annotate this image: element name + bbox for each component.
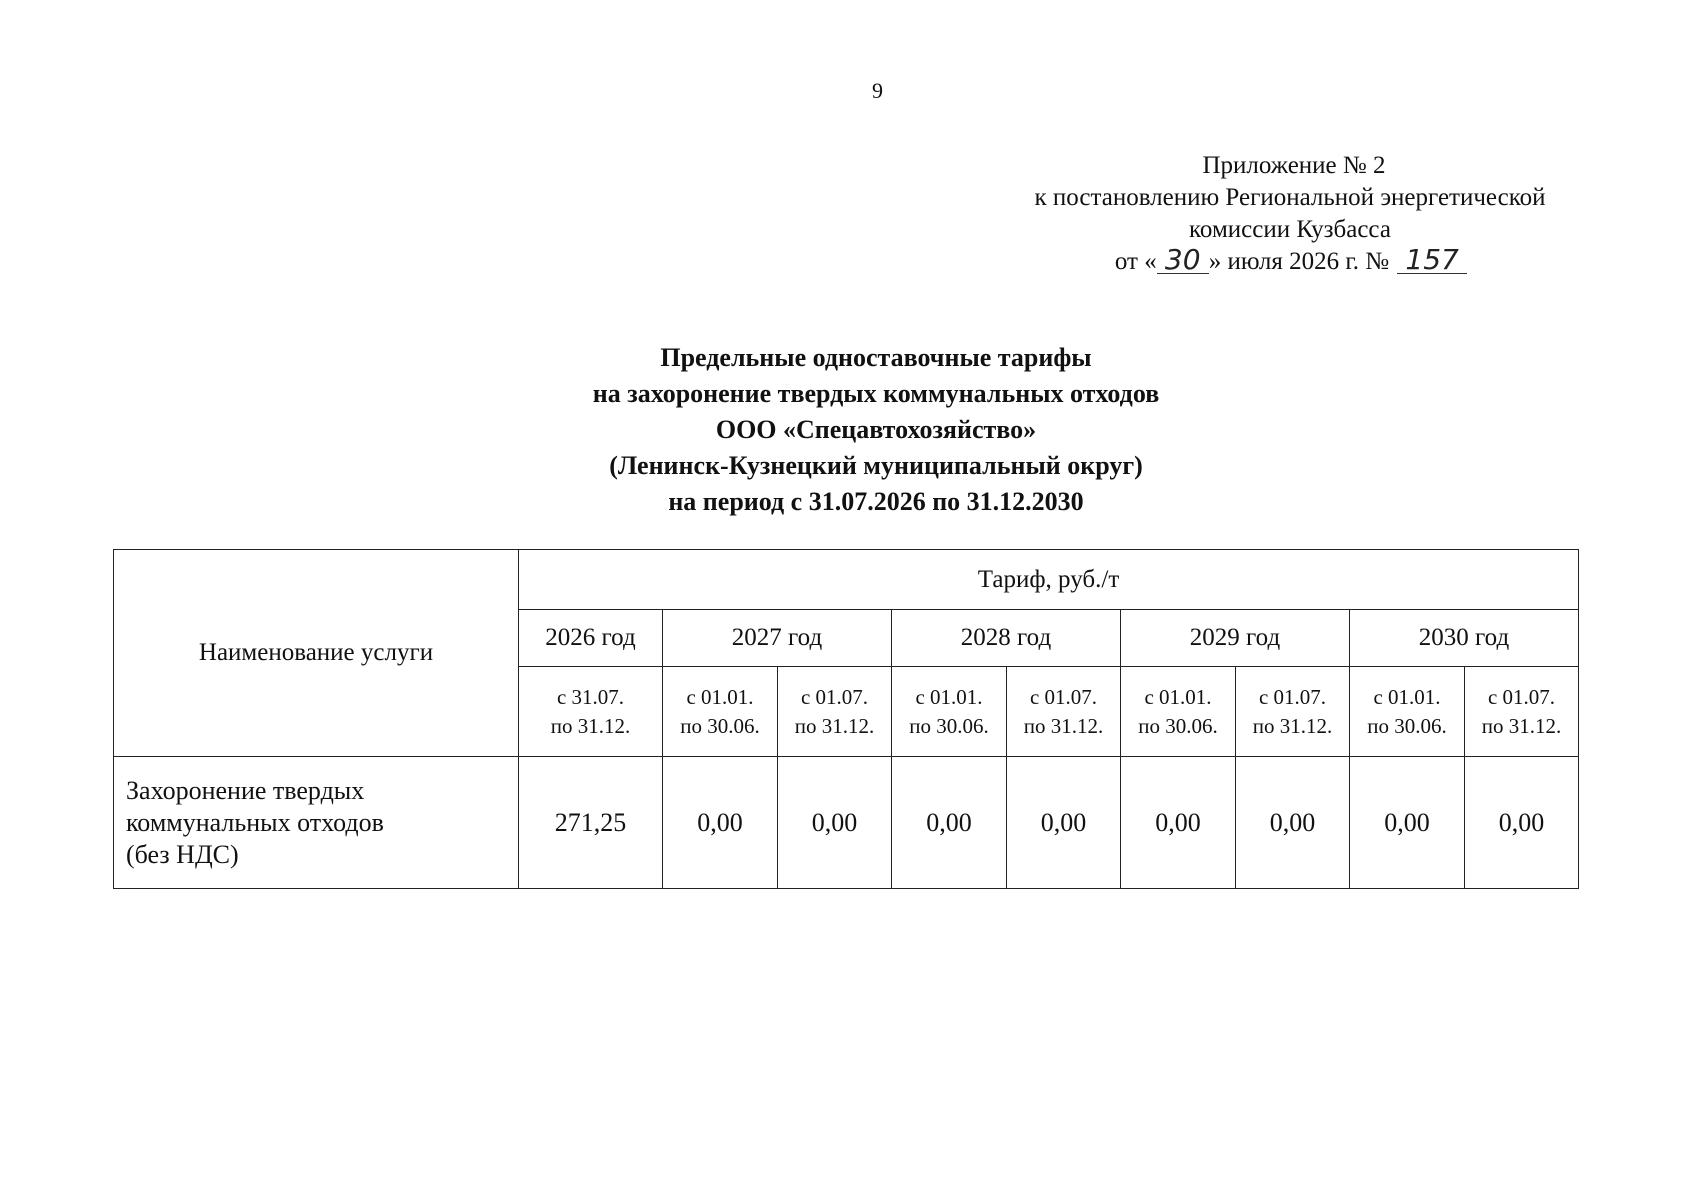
period-cell: с 01.01. по 30.06. (892, 667, 1007, 757)
year-2027: 2027 год (663, 610, 892, 667)
period-cell: с 01.01. по 30.06. (1350, 667, 1465, 757)
year-2030: 2030 год (1350, 610, 1579, 667)
tariff-value: 0,00 (1007, 757, 1121, 889)
period-cell: с 01.07. по 31.12. (778, 667, 892, 757)
tariff-value: 0,00 (1350, 757, 1465, 889)
tariff-value: 0,00 (1121, 757, 1236, 889)
tariff-header: Тариф, руб./т (519, 550, 1579, 610)
handwritten-doc-number: 157 (1397, 247, 1467, 274)
table-row (114, 757, 1579, 889)
title-line-3: ООО «Спецавтохозяйство» (715, 415, 1037, 444)
tariff-table (113, 549, 1579, 889)
period-cell: с 01.07. по 31.12. (1236, 667, 1350, 757)
period-cell: с 01.07. по 31.12. (1465, 667, 1579, 757)
title-line-1: Предельные одноставочные тарифы (660, 343, 1092, 372)
period-cell: с 31.07. по 31.12. (519, 667, 663, 757)
tariff-value: 0,00 (1465, 757, 1579, 889)
date-suffix: » июля 2026 г. № (1208, 248, 1390, 275)
tariff-value: 0,00 (663, 757, 778, 889)
service-name-header: Наименование услуги (114, 550, 519, 757)
title-line-5: на период с 31.07.2026 по 31.12.2030 (668, 487, 1084, 516)
document-title (430, 340, 1322, 520)
tariff-value: 271,25 (519, 757, 663, 889)
title-line-4: (Ленинск-Кузнецкий муниципальный округ) (609, 451, 1143, 480)
appendix-title: Приложение № 2 (1202, 152, 1386, 179)
appendix-reference: к постановлению Региональной энергетической (1034, 184, 1546, 211)
date-prefix: от « (1114, 248, 1157, 275)
service-name-cell: Захоронение твердых коммунальных отходов (без НДС) (114, 757, 519, 889)
tariff-value: 0,00 (1236, 757, 1350, 889)
period-cell: с 01.07. по 31.12. (1007, 667, 1121, 757)
page-number: 9 (872, 78, 883, 103)
year-2026: 2026 год (519, 610, 663, 667)
year-2028: 2028 год (892, 610, 1121, 667)
tariff-value: 0,00 (778, 757, 892, 889)
period-cell: с 01.01. по 30.06. (1121, 667, 1236, 757)
appendix-header (960, 150, 1620, 278)
year-2029: 2029 год (1121, 610, 1350, 667)
period-cell: с 01.01. по 30.06. (663, 667, 778, 757)
appendix-commission: комиссии Кузбасса (1189, 216, 1391, 243)
tariff-value: 0,00 (892, 757, 1007, 889)
appendix-date-line (960, 243, 1620, 278)
handwritten-day: 30 (1157, 247, 1209, 274)
title-line-2: на захоронение твердых коммунальных отходов (592, 379, 1160, 408)
